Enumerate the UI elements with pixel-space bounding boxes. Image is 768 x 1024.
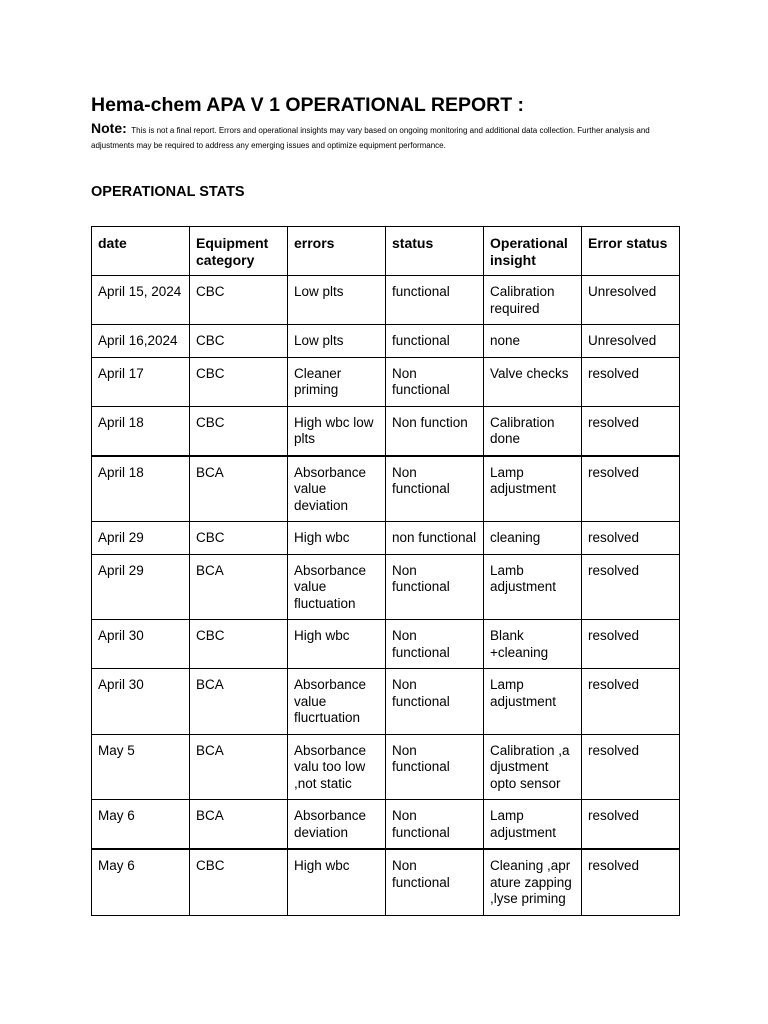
header-operational-insight: Operational insight [484,227,582,276]
report-title: Hema-chem APA V 1 OPERATIONAL REPORT : [91,94,525,116]
cell-error-status: resolved [582,620,680,669]
cell-error-status: resolved [582,800,680,850]
cell-operational-insight: Calibration done [484,406,582,456]
cell-date: May 6 [92,849,190,915]
cell-operational-insight: Lamp adjustment [484,800,582,850]
cell-equipment-category: CBC [190,620,288,669]
table-row [92,734,680,800]
cell-error-status: resolved [582,669,680,735]
note-text: This is not a final report. Errors and operational insights may vary based on ongoing monitoring and additional data collection. Further analysis and adjustments may be required to address any emerging issues and optimize equipment performance. [91,126,650,150]
cell-equipment-category: CBC [190,276,288,325]
section-title: OPERATIONAL STATS [91,184,245,200]
cell-errors: Absorbance value fluctuation [288,554,386,620]
cell-error-status: resolved [582,734,680,800]
cell-errors: High wbc [288,522,386,555]
cell-equipment-category: BCA [190,800,288,850]
cell-status: Non functional [386,554,484,620]
cell-operational-insight: none [484,325,582,358]
cell-errors: Absorbance value deviation [288,456,386,522]
cell-date: April 30 [92,620,190,669]
cell-date: April 18 [92,456,190,522]
cell-equipment-category: CBC [190,406,288,456]
cell-errors: Absorbance deviation [288,800,386,850]
cell-errors: High wbc low plts [288,406,386,456]
cell-status: Non functional [386,734,484,800]
cell-operational-insight: Blank +cleaning [484,620,582,669]
cell-date: April 16,2024 [92,325,190,358]
table-row [92,276,680,325]
note-block [91,122,681,152]
cell-date: April 18 [92,406,190,456]
cell-operational-insight: Calibration ,a djustment opto sensor [484,734,582,800]
cell-date: April 17 [92,357,190,406]
header-error-status: Error status [582,227,680,276]
cell-operational-insight: cleaning [484,522,582,555]
cell-error-status: resolved [582,522,680,555]
cell-error-status: resolved [582,406,680,456]
cell-date: May 6 [92,800,190,850]
table-header-row [92,227,680,276]
cell-date: April 15, 2024 [92,276,190,325]
cell-status: non functional [386,522,484,555]
cell-error-status: resolved [582,849,680,915]
table-row [92,620,680,669]
operational-stats-table [91,226,680,916]
cell-status: Non functional [386,849,484,915]
header-errors: errors [288,227,386,276]
cell-status: Non functional [386,357,484,406]
cell-status: Non functional [386,800,484,850]
cell-errors: Cleaner priming [288,357,386,406]
cell-operational-insight: Lamp adjustment [484,456,582,522]
table-row [92,669,680,735]
cell-errors: Low plts [288,325,386,358]
cell-operational-insight: Cleaning ,apr ature zapping ,lyse priming [484,849,582,915]
table-row [92,849,680,915]
cell-errors: High wbc [288,849,386,915]
cell-error-status: Unresolved [582,276,680,325]
header-date: date [92,227,190,276]
cell-status: functional [386,325,484,358]
cell-equipment-category: CBC [190,325,288,358]
table-row [92,325,680,358]
cell-equipment-category: BCA [190,554,288,620]
header-equipment-category: Equipment category [190,227,288,276]
table-row [92,554,680,620]
cell-status: Non functional [386,456,484,522]
cell-error-status: resolved [582,456,680,522]
cell-status: functional [386,276,484,325]
table-row [92,406,680,456]
cell-error-status: resolved [582,554,680,620]
cell-errors: Low plts [288,276,386,325]
cell-equipment-category: BCA [190,456,288,522]
cell-status: Non functional [386,669,484,735]
cell-error-status: Unresolved [582,325,680,358]
table-row [92,800,680,850]
cell-errors: Absorbance value flucrtuation [288,669,386,735]
cell-operational-insight: Valve checks [484,357,582,406]
cell-operational-insight: Calibration required [484,276,582,325]
table-row [92,357,680,406]
cell-operational-insight: Lamp adjustment [484,669,582,735]
cell-date: April 29 [92,554,190,620]
cell-error-status: resolved [582,357,680,406]
cell-operational-insight: Lamb adjustment [484,554,582,620]
table-row [92,456,680,522]
cell-date: April 29 [92,522,190,555]
header-status: status [386,227,484,276]
report-page [91,92,681,916]
cell-date: May 5 [92,734,190,800]
cell-errors: Absorbance valu too low ,not static [288,734,386,800]
cell-equipment-category: CBC [190,357,288,406]
cell-errors: High wbc [288,620,386,669]
cell-equipment-category: BCA [190,669,288,735]
cell-date: April 30 [92,669,190,735]
cell-equipment-category: CBC [190,849,288,915]
note-label: Note: [91,120,127,136]
cell-equipment-category: BCA [190,734,288,800]
cell-equipment-category: CBC [190,522,288,555]
cell-status: Non functional [386,620,484,669]
cell-status: Non function [386,406,484,456]
table-row [92,522,680,555]
